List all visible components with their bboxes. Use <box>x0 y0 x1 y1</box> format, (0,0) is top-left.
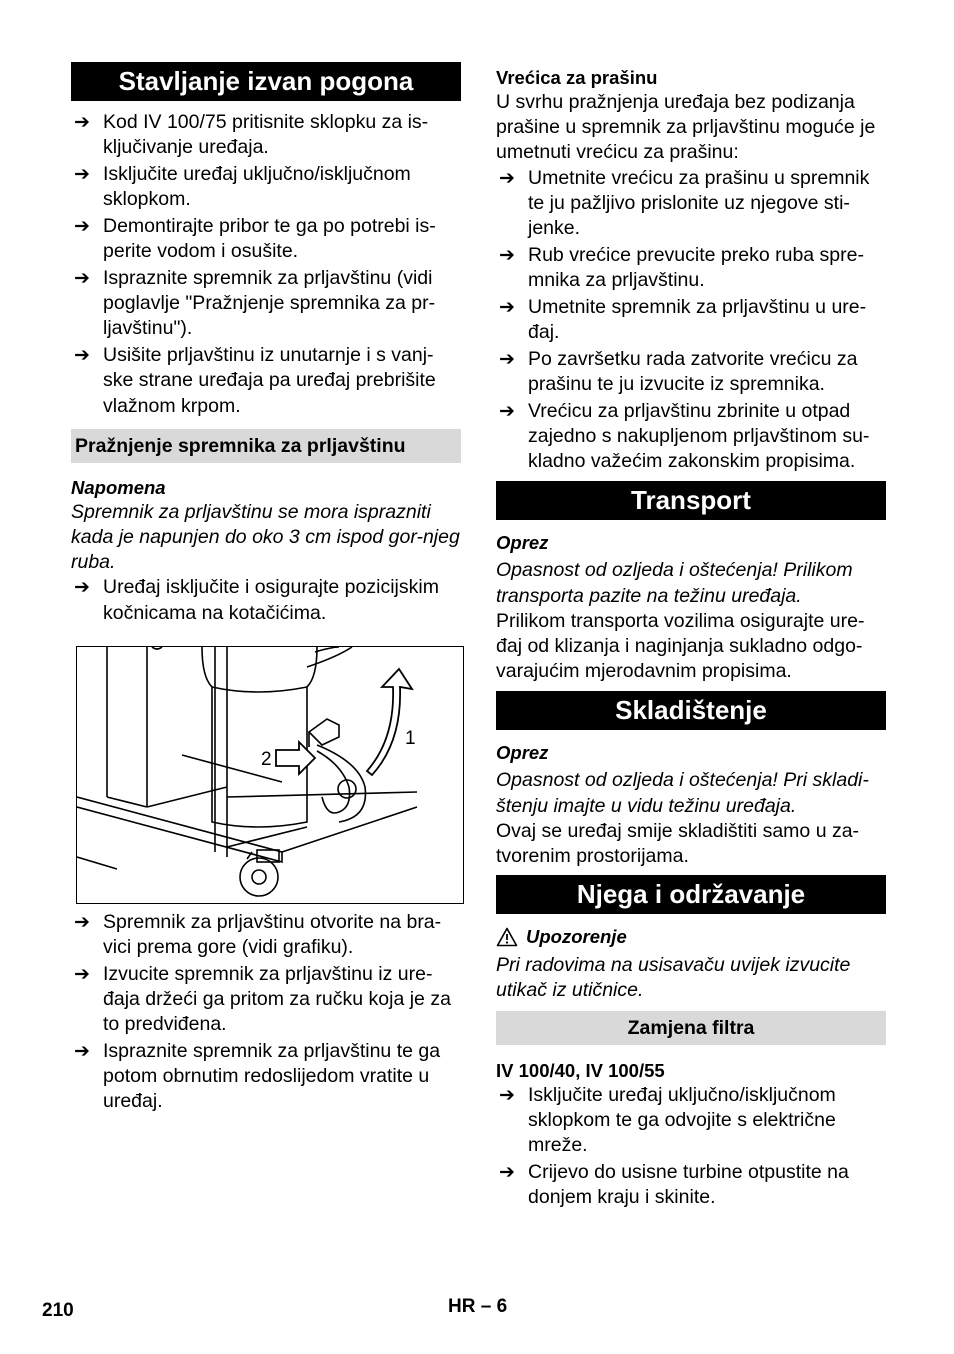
list-item: ➔ Ispraznite spremnik za prljavštinu (vidi poglavlje "Pražnjenje spremnika za pr-ljavštinu"). <box>74 267 436 340</box>
warning-heading: Upozorenje <box>526 926 627 948</box>
arrow-right-icon: ➔ <box>499 1160 515 1183</box>
list-item: ➔ Isključite uređaj uključno/isključnom sklopkom. <box>74 163 411 211</box>
right-column <box>496 65 886 1212</box>
arrow-right-icon: ➔ <box>74 344 90 367</box>
list-item: ➔ Spremnik za prljavštinu otvorite na bra-vici prema gore (vidi grafiku). <box>74 910 442 959</box>
arrow-right-icon: ➔ <box>499 399 515 422</box>
transport-caution-heading: Oprez <box>496 532 549 554</box>
list-item: ➔ Demontirajte pribor te ga po potrebi is-perite vodom i osušite. <box>74 215 436 263</box>
arrow-right-icon: ➔ <box>499 295 515 318</box>
section-title-shutdown: Stavljanje izvan pogona <box>71 62 461 101</box>
warning-heading-row <box>496 924 886 949</box>
dust-bag-steps <box>496 166 886 475</box>
emptying-pre-steps <box>71 575 461 625</box>
list-item: ➔ Rub vrećice prevucite preko ruba spre-mnika za prljavštinu. <box>499 243 864 292</box>
note-text: Spremnik za prljavštinu se mora isprazniti kada je napunjen do oko 3 cm ispod gor-njeg ruba. <box>71 500 460 574</box>
list-item: ➔ Isključite uređaj uključno/isključnom sklopkom te ga odvojite s električne mreže. <box>499 1083 836 1157</box>
list-item: ➔ Vrećicu za prljavštinu zbrinite u otpad zajedno s nakupljenom prljavštinom su-kladno važećim zakonskim propisima. <box>499 399 870 473</box>
section-title-transport: Transport <box>496 481 886 520</box>
arrow-right-icon: ➔ <box>74 267 90 289</box>
list-item: ➔ Po završetku rada zatvorite vrećicu za prašinu te ju izvucite iz spremnika. <box>499 347 858 396</box>
transport-caution-text: Opasnost od ozljeda i oštećenja! Prilikom transporta pazite na težinu uređaja. <box>496 559 853 607</box>
storage-text: Ovaj se uređaj smije skladištiti samo u za-tvorenim prostorijama. <box>496 819 860 868</box>
arrow-right-icon: ➔ <box>499 1083 515 1106</box>
list-item: ➔ Izvucite spremnik za prljavštinu iz ure-đaja držeći ga pritom za ručku koja je za to predviđena. <box>74 962 451 1036</box>
arrow-right-icon: ➔ <box>499 243 515 266</box>
figure-container-removal <box>76 646 464 904</box>
shutdown-steps <box>71 110 461 419</box>
section-title-emptying: Pražnjenje spremnika za prljavštinu <box>71 429 461 463</box>
list-item: ➔ Usišite prljavštinu iz unutarnje i s vanj-ske strane uređaja pa uređaj prebrišite vlažnom krpom. <box>74 344 436 417</box>
arrow-right-icon: ➔ <box>499 166 515 189</box>
arrow-right-icon: ➔ <box>74 962 90 985</box>
arrow-right-icon: ➔ <box>499 347 515 370</box>
arrow-right-icon: ➔ <box>74 576 90 599</box>
dust-bag-intro: U svrhu pražnjenja uređaja bez podizanja prašine u spremnik za prljavštinu moguće je umetnuti vrećicu za prašinu: <box>496 91 876 164</box>
warning-triangle-icon <box>496 927 518 947</box>
transport-text: Prilikom transporta vozilima osigurajte ure-đaj od klizanja i naginjanja sukladno odgo-varajućim mjerodavnim propisima. <box>496 609 865 683</box>
page-label: HR – 6 <box>448 1296 508 1317</box>
list-item: ➔ Crijevo do usisne turbine otpustite na donjem kraju i skinite. <box>499 1160 849 1209</box>
left-column <box>71 62 461 1116</box>
note-heading: Napomena <box>71 476 166 498</box>
section-title-storage: Skladištenje <box>496 691 886 730</box>
arrow-right-icon: ➔ <box>74 1040 90 1063</box>
warning-text: Pri radovima na usisavaču uvijek izvucite utikač iz utičnice. <box>496 954 851 1002</box>
figure-label-1: 1 <box>405 727 416 749</box>
list-item: ➔ Kod IV 100/75 pritisnite sklopku za is-ključivanje uređaja. <box>74 111 429 159</box>
figure-label-2: 2 <box>261 748 272 770</box>
section-title-filter: Zamjena filtra <box>496 1011 886 1045</box>
dust-bag-heading: Vrećica za prašinu <box>496 67 658 88</box>
figure-illustration <box>77 647 463 903</box>
emptying-steps <box>71 910 461 1115</box>
filter-steps <box>496 1083 886 1211</box>
list-item: ➔ Ispraznite spremnik za prljavštinu te ga potom obrnutim redoslijedom vratite u uređaj. <box>74 1040 441 1113</box>
storage-caution-heading: Oprez <box>496 742 549 764</box>
list-item: ➔ Umetnite spremnik za prljavštinu u ure-đaj. <box>499 295 867 344</box>
arrow-right-icon: ➔ <box>74 910 90 933</box>
arrow-right-icon: ➔ <box>74 215 90 237</box>
section-title-care: Njega i održavanje <box>496 875 886 914</box>
list-item: ➔ Umetnite vrećicu za prašinu u spremnik te ju pažljivo prislonite uz njegove sti-jenke. <box>499 166 870 240</box>
arrow-right-icon: ➔ <box>74 111 90 133</box>
arrow-right-icon: ➔ <box>74 163 90 185</box>
storage-caution-text: Opasnost od ozljeda i oštećenja! Pri skladi-štenju imajte u vidu težinu uređaja. <box>496 769 869 817</box>
page-number: 210 <box>42 1300 74 1321</box>
filter-model-heading: IV 100/40, IV 100/55 <box>496 1059 665 1081</box>
list-item: ➔ Uređaj isključite i osigurajte pozicijskim kočnicama na kotačićima. <box>74 576 439 624</box>
